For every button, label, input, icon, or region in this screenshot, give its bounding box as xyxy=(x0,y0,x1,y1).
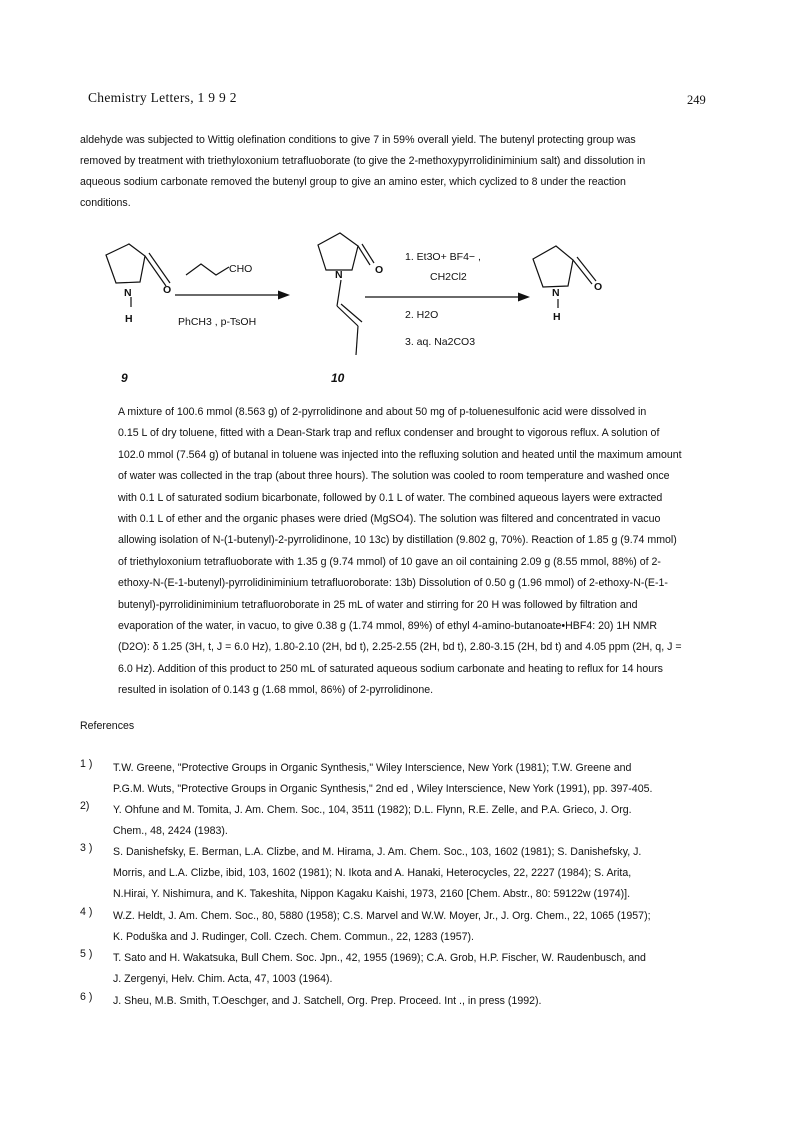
text-line: 102.0 mmol (7.564 g) of butanal in toluene was injected into the refluxing solution and heated until the maximum amount xyxy=(118,448,682,461)
text-line: S. Danishefsky, E. Berman, L.A. Clizbe, and M. Hirama, J. Am. Chem. Soc., 103, 1602 (1981); S. Danishefsky, J. xyxy=(113,846,642,858)
text-line: of water was collected in the trap (about three hours). The solution was cooled to room temperature and washed once xyxy=(118,470,670,483)
atom-label-o: O xyxy=(163,284,172,296)
text-line: J. Sheu, M.B. Smith, T.Oeschger, and J. Satchell, Org. Prep. Proceed. Int ., in press (1992). xyxy=(113,995,542,1007)
reagent-label: CH2Cl2 xyxy=(430,271,467,283)
text-line: T. Sato and H. Wakatsuka, Bull Chem. Soc. Jpn., 42, 1955 (1969); C.A. Grob, H.P. Fischer, W. Raudenbusch, and xyxy=(113,952,646,964)
text-line: of triethyloxonium tetrafluoborate with 1.35 g (9.74 mmol) of 10 gave an oil containing 2.09 g (8.55 mmol, 88%) of 2- xyxy=(118,555,661,568)
text-line: with 0.1 L of ether and the organic phases were dried (MgSO4). The solution was filtered and concentrated in vacuo xyxy=(118,513,661,526)
text-line: A mixture of 100.6 mmol (8.563 g) of 2-pyrrolidinone and about 50 mg of p-toluenesulfonic acid were dissolved in xyxy=(118,406,647,418)
references-heading: References xyxy=(80,720,135,732)
text-line: P.G.M. Wuts, "Protective Groups in Organic Synthesis," 2nd ed , Wiley Interscience, New York (1991), pp. 397-405. xyxy=(113,783,653,795)
text-line: ethoxy-N-(E-1-butenyl)-pyrrolidiniminium tetrafluoroborate: 13b) Dissolution of 0.50 g (1.96 mmol) of 2-ethoxy-N-(E-1- xyxy=(118,577,668,590)
reagent-label: 2. H2O xyxy=(405,309,439,321)
atom-label-h: H xyxy=(125,313,133,325)
reference-number: 4 ) xyxy=(80,906,93,918)
text-line: with 0.1 L of saturated sodium bicarbonate, followed by 0.1 L of water. The combined aqueous layers were extracted xyxy=(118,491,663,504)
atom-label-n: N xyxy=(335,269,343,281)
text-line: T.W. Greene, "Protective Groups in Organic Synthesis," Wiley Interscience, New York (1981); T.W. Greene and xyxy=(113,762,632,774)
atom-label-o: O xyxy=(594,281,603,293)
reagent-label: PhCH3 , p-TsOH xyxy=(178,316,257,328)
text-line: conditions. xyxy=(80,197,131,209)
reference-number: 1 ) xyxy=(80,758,93,770)
text-line: J. Zergenyi, Helv. Chim. Acta, 47, 1003 (1964). xyxy=(113,973,333,985)
reagent-label: 1. Et3O+ BF4− , xyxy=(405,251,481,263)
text-line: Y. Ohfune and M. Tomita, J. Am. Chem. Soc., 104, 3511 (1982); D.L. Flynn, R.E. Zelle, and P.A. Grieco, J. Org. xyxy=(113,804,632,816)
compound-number: 10 xyxy=(331,371,345,385)
reagent-label: 3. aq. Na2CO3 xyxy=(405,336,476,348)
reference-number: 5 ) xyxy=(80,948,93,960)
page-number: 249 xyxy=(687,93,706,107)
text-line: 6.0 Hz). Addition of this product to 250 mL of saturated aqueous sodium carbonate and heating to reflux for 14 hours xyxy=(118,662,663,675)
text-line: K. Poduška and J. Rudinger, Coll. Czech. Chem. Commun., 22, 1283 (1957). xyxy=(113,931,474,943)
running-header-journal: Chemistry Letters, 1 9 9 2 xyxy=(88,90,237,105)
atom-label-n: N xyxy=(124,287,132,299)
text-line: aldehyde was subjected to Wittig olefination conditions to give 7 in 59% overall yield. The butenyl protecting group was xyxy=(80,134,636,146)
reference-number: 3 ) xyxy=(80,842,93,854)
compound-number: 9 xyxy=(121,371,128,385)
text-line: Chem., 48, 2424 (1983). xyxy=(113,825,228,837)
text-line: evaporation of the water, in vacuo, to give 0.38 g (1.74 mmol, 89%) of ethyl 4-amino-butanoate•HBF4: 20) 1H NMR xyxy=(118,620,657,633)
text-line: allowing isolation of N-(1-butenyl)-2-pyrrolidinone, 10 13c) by distillation (9.802 g, 70%). Reaction of 1.85 g (9.74 mmol) xyxy=(118,534,677,547)
atom-label-o: O xyxy=(375,264,384,276)
text-line: butenyl)-pyrrolidiniminium tetrafluoroborate in 25 mL of water and stirring for 20 H was followed by filtration and xyxy=(118,598,638,611)
text-line: N.Hirai, Y. Nishimura, and K. Takeshita, Nippon Kagaku Kaishi, 1973, 2160 [Chem. Abstr., 80: 59122w (1974)]. xyxy=(113,888,631,900)
experimental-paragraph xyxy=(80,402,712,702)
text-line: aqueous sodium carbonate removed the butenyl group to give an amino ester, which cyclized to 8 under the reaction xyxy=(80,176,626,188)
reaction-scheme xyxy=(0,0,793,400)
aldehyde-label: CHO xyxy=(229,263,253,275)
text-line: W.Z. Heldt, J. Am. Chem. Soc., 80, 5880 (1958); C.S. Marvel and W.W. Moyer, Jr., J. Org. Chem., 22, 1065 (1957); xyxy=(113,910,651,922)
reference-number: 2) xyxy=(80,800,90,812)
text-line: (D2O): δ 1.25 (3H, t, J = 6.0 Hz), 1.80-2.10 (2H, bd t), 2.25-2.55 (2H, bd t), 2.80-3.15 (2H, bd t) and 4.05 ppm (2H, q, J = xyxy=(118,641,682,654)
reference-number: 6 ) xyxy=(80,991,93,1003)
text-line: Morris, and L.A. Clizbe, ibid, 103, 1602 (1981); N. Ikota and A. Hanaki, Heterocycles, 22, 2227 (1984); S. Arita, xyxy=(113,867,632,879)
text-line: resulted in isolation of 0.143 g (1.68 mmol, 86%) of 2-pyrrolidinone. xyxy=(118,684,434,697)
atom-label-h: H xyxy=(553,311,561,323)
atom-label-n: N xyxy=(552,287,560,299)
text-line: removed by treatment with triethyloxonium tetrafluoborate (to give the 2-methoxypyrrolidiniminium salt) and dissolution in xyxy=(80,155,646,167)
text-line: 0.15 L of dry toluene, fitted with a Dean-Stark trap and reflux condenser and brought to vigorous reflux. A solution of xyxy=(118,427,660,440)
